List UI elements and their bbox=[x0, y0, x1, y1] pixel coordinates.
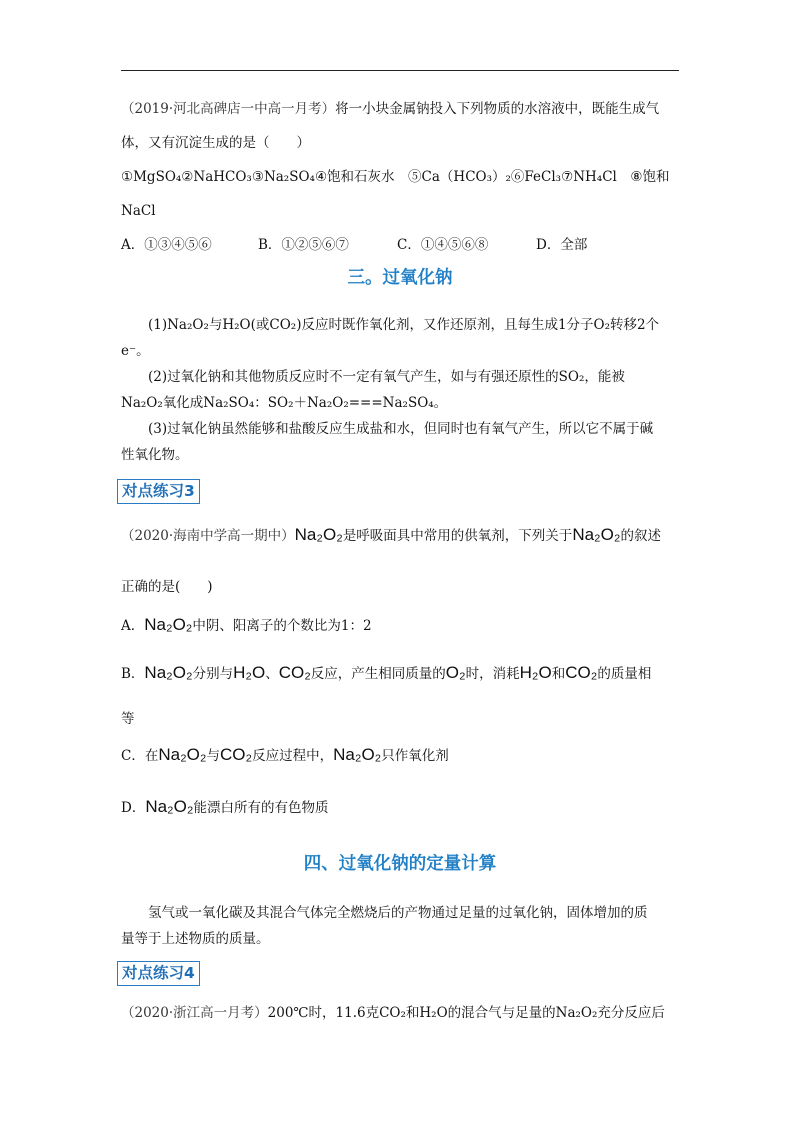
option-letter: A． bbox=[121, 618, 145, 634]
formula: O₂ bbox=[445, 663, 466, 682]
question-line: 体，又有沉淀生成的是（ ） bbox=[121, 135, 310, 151]
option-letter: C．在 bbox=[121, 748, 159, 764]
paragraph: 氢气或一氧化碳及其混合气体完全燃烧后的产物通过足量的过氧化钠，固体增加的质 bbox=[148, 905, 648, 921]
formula: Na₂O₂ bbox=[145, 797, 194, 816]
formula: Na₂O₂ bbox=[333, 745, 382, 764]
option-text: 反应，产生相同质量的 bbox=[310, 666, 446, 682]
practice3-stem-cont: 正确的是( ) bbox=[121, 579, 213, 595]
practice-label: 对点练习4 bbox=[117, 961, 200, 986]
section3-body bbox=[121, 312, 681, 468]
option-text: 分别与 bbox=[192, 666, 234, 682]
paragraph-cont: 性氧化物。 bbox=[121, 447, 189, 463]
section4-body bbox=[121, 900, 681, 952]
option-text: 与 bbox=[206, 748, 220, 764]
option-c bbox=[121, 742, 681, 769]
question-source: （2019·河北高碑店一中高一月考） bbox=[121, 101, 336, 117]
header-rule bbox=[121, 70, 679, 71]
section-title: 三。过氧化钠 bbox=[347, 268, 453, 288]
formula: Na₂O₂ bbox=[572, 525, 621, 544]
option-text: 能漂白所有的有色物质 bbox=[193, 800, 329, 816]
option-b: B．①②⑤⑥⑦ bbox=[258, 237, 349, 253]
paragraph: (2)过氧化钠和其他物质反应时不一定有氧气产生，如与有强还原性的SO₂，能被 bbox=[148, 369, 625, 385]
practice4-stem bbox=[121, 1000, 681, 1026]
options-row bbox=[121, 228, 681, 262]
option-text: 的质量相 bbox=[597, 666, 652, 682]
formula: CO₂ bbox=[278, 663, 311, 682]
practice-label: 对点练习3 bbox=[117, 479, 200, 504]
question-prev bbox=[121, 92, 681, 262]
option-text: 、 bbox=[265, 666, 279, 682]
option-letter: D． bbox=[121, 800, 146, 816]
formula: Na₂O₂ bbox=[158, 745, 207, 764]
formula: Na₂O₂ bbox=[294, 525, 343, 544]
question-source: （2020·浙江高一月考） bbox=[121, 1005, 268, 1021]
paragraph-cont: 量等于上述物质的质量。 bbox=[121, 931, 270, 947]
option-text: 中阴、阳离子的个数比为1：2 bbox=[192, 618, 372, 634]
formula: CO₂ bbox=[565, 663, 598, 682]
option-a: A．①③④⑤⑥ bbox=[121, 237, 212, 253]
option-text: 反应过程中， bbox=[252, 748, 334, 764]
question-stem: 是呼吸面具中常用的供氧剂，下列关于 bbox=[342, 528, 573, 544]
question-line bbox=[121, 92, 681, 126]
question-items: ①MgSO₄②NaHCO₃③Na₂SO₄④饱和石灰水 ⑤Ca（HCO₃）₂⑥FeCl₃⑦NH₄Cl ⑧饱和 bbox=[121, 169, 670, 185]
option-b bbox=[121, 660, 681, 687]
paragraph: (3)过氧化钠虽然能够和盐酸反应生成盐和水，但同时也有氧气产生，所以它不属于碱 bbox=[148, 421, 654, 437]
question-stem: 的叙述 bbox=[620, 528, 661, 544]
option-d: D．全部 bbox=[536, 237, 588, 253]
formula: CO₂ bbox=[220, 745, 253, 764]
option-text: 和 bbox=[551, 666, 566, 682]
option-d bbox=[121, 794, 681, 821]
formula: Na₂O₂ bbox=[144, 663, 193, 682]
paragraph-cont: Na₂O₂氧化成Na₂SO₄：SO₂＋Na₂O₂===Na₂SO₄。 bbox=[121, 395, 448, 411]
option-text: 只作氧化剂 bbox=[381, 748, 449, 764]
option-text: 时，消耗 bbox=[465, 666, 520, 682]
question-stem: 200℃时，11.6克CO₂和H₂O的混合气与足量的Na₂O₂充分反应后 bbox=[267, 1005, 665, 1021]
practice3-stem bbox=[121, 522, 681, 549]
formula: H₂O bbox=[233, 663, 266, 682]
question-stem: 将一小块金属钠投入下列物质的水溶液中，既能生成气 bbox=[335, 101, 660, 117]
formula: Na₂O₂ bbox=[144, 615, 193, 634]
option-letter: B． bbox=[121, 666, 145, 682]
option-b-cont: 等 bbox=[121, 711, 135, 727]
section-title: 四、过氧化钠的定量计算 bbox=[303, 854, 497, 874]
paragraph: (1)Na₂O₂与H₂O(或CO₂)反应时既作氧化剂，又作还原剂，且每生成1分子O₂转移2个 bbox=[148, 317, 660, 333]
option-a bbox=[121, 612, 681, 639]
formula: H₂O bbox=[519, 663, 552, 682]
question-source: （2020·海南中学高一期中） bbox=[121, 528, 295, 544]
paragraph-cont: e⁻。 bbox=[121, 343, 150, 359]
question-items-cont: NaCl bbox=[121, 203, 156, 219]
option-c: C．①④⑤⑥⑧ bbox=[397, 237, 489, 253]
